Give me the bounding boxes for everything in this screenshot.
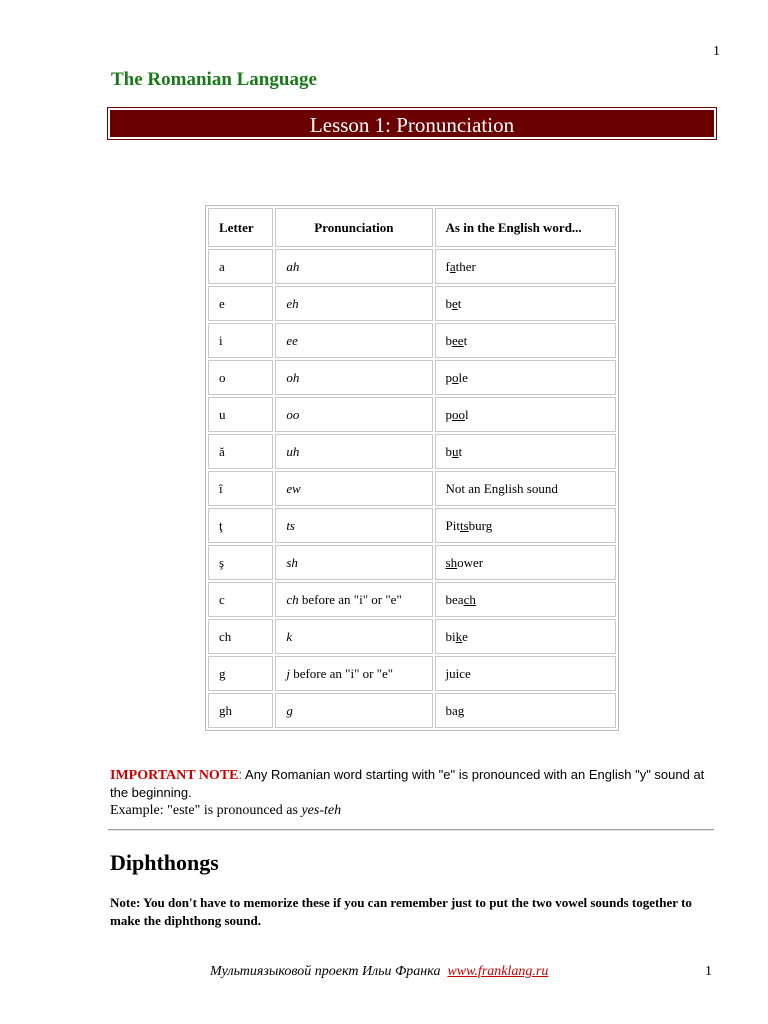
word-part: f bbox=[445, 258, 450, 274]
pronunciation-sound: j bbox=[286, 665, 290, 681]
pronunciation-condition: before an "i" or "e" bbox=[298, 591, 402, 607]
column-header-english-word: As in the English word... bbox=[435, 208, 616, 247]
letter-cell: ă bbox=[208, 434, 273, 469]
word-part: l bbox=[465, 406, 469, 422]
letter-cell: ch bbox=[208, 619, 273, 654]
english-word-cell bbox=[435, 471, 616, 506]
word-part: b bbox=[445, 332, 453, 348]
english-word-cell bbox=[435, 693, 616, 728]
word-part: b bbox=[445, 443, 453, 459]
important-note-text: Any Romanian word starting with "e" is pronounced with an English "y" sound at the beginning. bbox=[110, 767, 705, 800]
word-part: uice bbox=[449, 665, 471, 681]
pronunciation-sound: oo bbox=[286, 406, 300, 422]
letter-cell: i bbox=[208, 323, 273, 358]
word-underlined-part: sh bbox=[445, 554, 458, 570]
important-note-label: IMPORTANT NOTE bbox=[110, 768, 239, 783]
word-part: le bbox=[458, 369, 468, 385]
english-word-cell bbox=[435, 286, 616, 321]
pronunciation-cell bbox=[275, 582, 432, 617]
word-underlined-part: a bbox=[449, 258, 456, 274]
pronunciation-cell bbox=[275, 434, 432, 469]
word-part: p bbox=[445, 369, 453, 385]
word-underlined-part: u bbox=[452, 443, 459, 459]
diphthongs-heading: Diphthongs bbox=[110, 850, 219, 875]
table-body bbox=[208, 249, 616, 728]
english-word-cell bbox=[435, 434, 616, 469]
letter-cell: ş bbox=[208, 545, 273, 580]
lesson-banner bbox=[108, 108, 716, 139]
table-row bbox=[208, 360, 616, 395]
word-part: b bbox=[445, 295, 453, 311]
table-row bbox=[208, 582, 616, 617]
pronunciation-cell bbox=[275, 471, 432, 506]
word-underlined-part: j bbox=[445, 665, 450, 681]
word-part: t bbox=[457, 295, 462, 311]
example-prefix: Example: "este" is pronounced as bbox=[110, 803, 302, 818]
pronunciation-cell bbox=[275, 656, 432, 691]
page-number-top: 1 bbox=[713, 44, 720, 59]
page-number-bottom: 1 bbox=[705, 964, 712, 979]
table-row bbox=[208, 693, 616, 728]
word-underlined-part: oo bbox=[452, 406, 466, 422]
word-part: ther bbox=[455, 258, 476, 274]
letter-cell: e bbox=[208, 286, 273, 321]
word-underlined-part: k bbox=[455, 628, 463, 644]
important-note bbox=[110, 766, 710, 819]
lesson-title: Lesson 1: Pronunciation bbox=[309, 113, 515, 137]
english-word-cell bbox=[435, 545, 616, 580]
pronunciation-sound: ew bbox=[286, 480, 301, 496]
pronunciation-sound: ah bbox=[286, 258, 300, 274]
pronunciation-sound: eh bbox=[286, 295, 299, 311]
word-part: burg bbox=[468, 517, 493, 533]
table-row bbox=[208, 286, 616, 321]
pronunciation-table bbox=[205, 205, 619, 731]
column-header-pronunciation: Pronunciation bbox=[275, 208, 432, 247]
table-row bbox=[208, 249, 616, 284]
english-word-cell bbox=[435, 582, 616, 617]
english-word-cell bbox=[435, 249, 616, 284]
word-part: Not an English sound bbox=[445, 480, 558, 496]
word-underlined-part: e bbox=[452, 295, 458, 311]
letter-cell: ţ bbox=[208, 508, 273, 543]
table-row bbox=[208, 545, 616, 580]
pronunciation-cell bbox=[275, 323, 432, 358]
table-row bbox=[208, 434, 616, 469]
important-note-colon: : bbox=[238, 767, 243, 782]
english-word-cell bbox=[435, 619, 616, 654]
word-part: p bbox=[445, 406, 453, 422]
footer-link[interactable]: www.franklang.ru bbox=[447, 964, 549, 979]
pronunciation-cell bbox=[275, 286, 432, 321]
english-word-cell bbox=[435, 508, 616, 543]
letter-cell: a bbox=[208, 249, 273, 284]
table-row bbox=[208, 323, 616, 358]
diphthongs-note: Note: You don't have to memorize these if you can remember just to put the two vowel sounds together to make the diphthong sound. bbox=[110, 895, 692, 928]
pronunciation-cell bbox=[275, 397, 432, 432]
pronunciation-cell bbox=[275, 508, 432, 543]
pronunciation-sound: oh bbox=[286, 369, 300, 385]
word-part: bea bbox=[445, 591, 464, 607]
pronunciation-condition: before an "i" or "e" bbox=[289, 665, 394, 681]
footer-credit bbox=[210, 964, 548, 980]
section-divider bbox=[108, 829, 714, 831]
letter-cell: u bbox=[208, 397, 273, 432]
example-pronunciation: yes-teh bbox=[301, 803, 342, 818]
word-part: e bbox=[462, 628, 468, 644]
english-word-cell bbox=[435, 360, 616, 395]
pronunciation-cell bbox=[275, 693, 432, 728]
column-header-letter: Letter bbox=[208, 208, 273, 247]
table-row bbox=[208, 397, 616, 432]
pronunciation-cell bbox=[275, 360, 432, 395]
word-underlined-part: ch bbox=[463, 591, 476, 607]
document-title: The Romanian Language bbox=[111, 69, 317, 90]
pronunciation-sound: g bbox=[286, 702, 293, 718]
pronunciation-sound: sh bbox=[286, 554, 298, 570]
word-underlined-part: ts bbox=[459, 517, 469, 533]
word-part: bag bbox=[445, 702, 465, 718]
word-part: Pit bbox=[445, 517, 460, 533]
word-part: t bbox=[463, 332, 468, 348]
word-part: ower bbox=[457, 554, 484, 570]
letter-cell: g bbox=[208, 656, 273, 691]
pronunciation-sound: ts bbox=[286, 517, 295, 533]
pronunciation-sound: k bbox=[286, 628, 293, 644]
table-row bbox=[208, 471, 616, 506]
footer-credit-text: Мультиязыковой проект Ильи Франка bbox=[210, 964, 441, 979]
word-part: t bbox=[458, 443, 463, 459]
table-header-row bbox=[208, 208, 616, 247]
table-row bbox=[208, 508, 616, 543]
pronunciation-cell bbox=[275, 249, 432, 284]
letter-cell: gh bbox=[208, 693, 273, 728]
example-text bbox=[110, 803, 341, 818]
table-row bbox=[208, 656, 616, 691]
english-word-cell bbox=[435, 323, 616, 358]
letter-cell: o bbox=[208, 360, 273, 395]
letter-cell: c bbox=[208, 582, 273, 617]
word-underlined-part: o bbox=[452, 369, 459, 385]
word-part: bi bbox=[445, 628, 456, 644]
pronunciation-sound: ch bbox=[286, 591, 299, 607]
word-underlined-part: ee bbox=[452, 332, 464, 348]
english-word-cell bbox=[435, 397, 616, 432]
pronunciation-sound: ee bbox=[286, 332, 298, 348]
english-word-cell bbox=[435, 656, 616, 691]
letter-cell: î bbox=[208, 471, 273, 506]
pronunciation-cell bbox=[275, 545, 432, 580]
table-row bbox=[208, 619, 616, 654]
pronunciation-sound: uh bbox=[286, 443, 300, 459]
pronunciation-cell bbox=[275, 619, 432, 654]
